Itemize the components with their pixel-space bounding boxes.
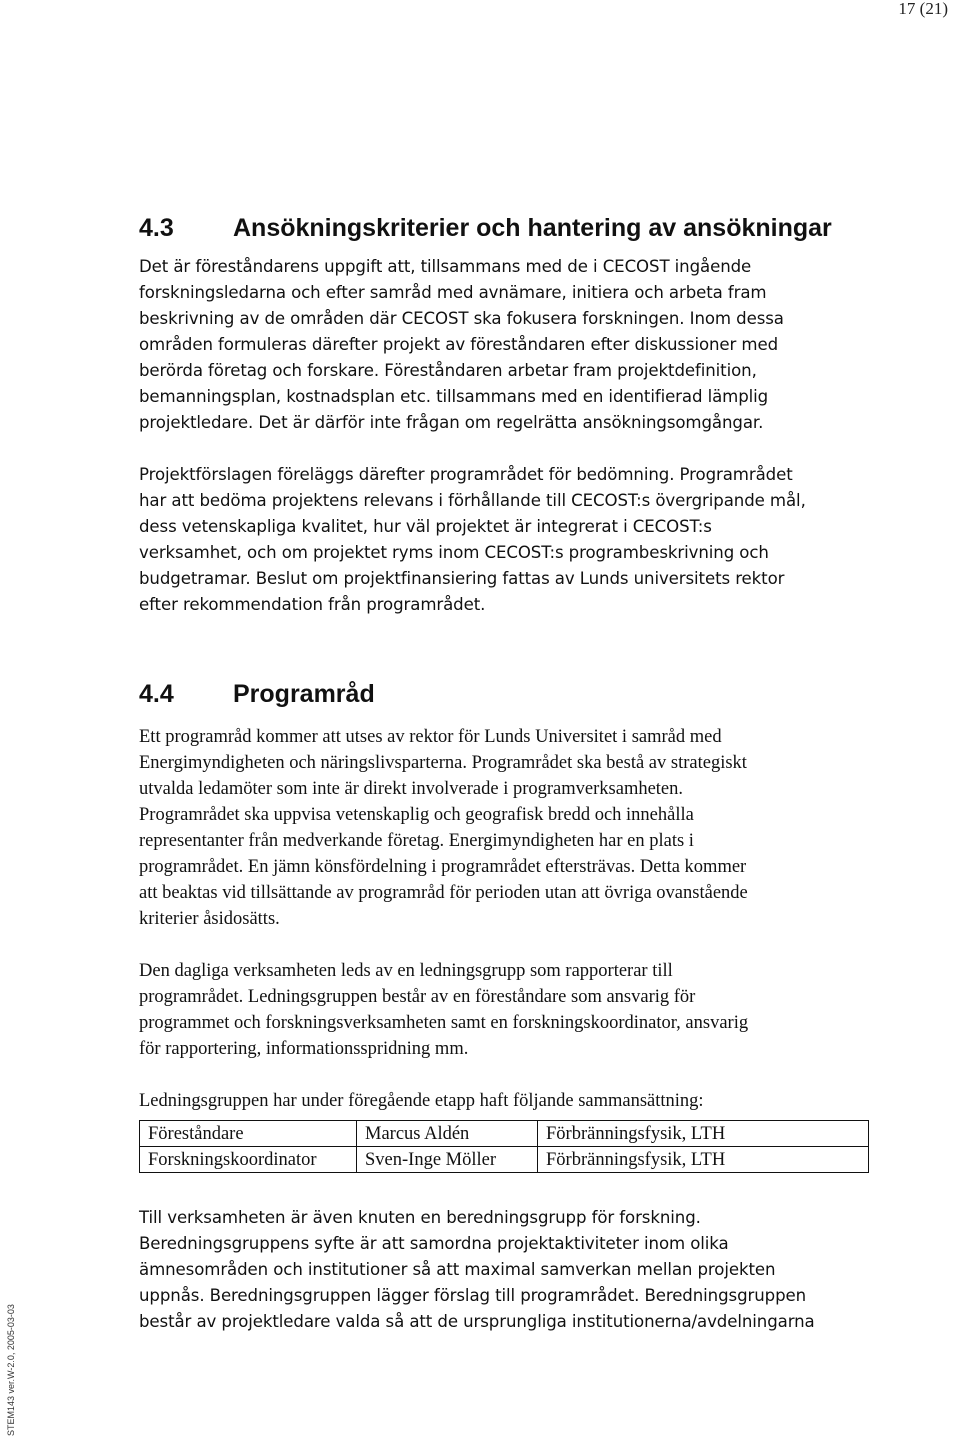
section-title: Programråd [233, 680, 375, 708]
paragraph: Ledningsgruppen har under föregående etapp haft följande sammansättning: [139, 1091, 704, 1111]
page-number: 17 (21) [898, 0, 948, 18]
form-version-stamp: STEM143 ver.W-2.0, 2005-03-03 [6, 1304, 16, 1436]
table-cell: Sven-Inge Möller [357, 1147, 538, 1173]
table-cell: Marcus Aldén [357, 1121, 538, 1147]
section-heading-4-4 [139, 676, 899, 712]
section-heading-4-3 [139, 210, 899, 246]
paragraph: Projektförslagen föreläggs därefter programrådet för bedömning. Programrådet har att bedöma projektens relevans i förhållande till CECOST:s övergripande mål, dess vetenskapliga kvalitet, hur väl projektet är integrerat i CECOST:s verksamhet, och om projektet ryms inom CECOST:s programbeskrivning och budgetramar. Beslut om projektfinansiering fattas av Lunds universitets rektor efter rekommendation från programrådet. [139, 465, 806, 614]
table-cell: Förbränningsfysik, LTH [538, 1147, 869, 1173]
table-row [140, 1147, 869, 1173]
section-number: 4.4 [139, 680, 174, 708]
table-cell: Forskningskoordinator [140, 1147, 357, 1173]
paragraph: Till verksamheten är även knuten en beredningsgrupp för forskning. Beredningsgruppens syfte är att samordna projektaktiviteter inom olika ämnesområden och institutioner så att maximal samverkan mellan projekten uppnås. Beredningsgruppen lägger förslag till programrådet. Beredningsgruppen består av projektledare valda så att de ursprungliga institutionerna/avdelningarna [139, 1208, 815, 1331]
table-cell: Föreståndare [140, 1121, 357, 1147]
paragraph: Den dagliga verksamheten leds av en ledningsgrupp som rapporterar till programrådet. Ledningsgruppen består av en föreståndare som ansvarig för programmet och forskningsverksamheten samt en forskningskoordinator, ansvarig för rapportering, informationsspridning mm. [139, 961, 749, 1059]
table-row [140, 1121, 869, 1147]
paragraph: Det är föreståndarens uppgift att, tillsammans med de i CECOST ingående forskningsledarna och efter samråd med avnämare, initiera och arbeta fram beskrivning av de områden där CECOST ska fokusera forskningen. Inom dessa områden formuleras därefter projekt av föreståndaren efter diskussioner med berörda företag och forskare. Föreståndaren arbetar fram projektdefinition, bemanningsplan, kostnadsplan etc. tillsammans med en identifierad lämplig projektledare. Det är därför inte frågan om regelrätta ansökningsomgångar. [139, 257, 784, 432]
section-number: 4.3 [139, 214, 174, 242]
document-body [139, 210, 899, 1335]
table-cell: Förbränningsfysik, LTH [538, 1121, 869, 1147]
management-table [139, 1120, 869, 1173]
section-title: Ansökningskriterier och hantering av ansökningar [233, 214, 832, 242]
paragraph: Ett programråd kommer att utses av rektor för Lunds Universitet i samråd med Energimyndigheten och näringslivsparterna. Programrådet ska bestå av strategiskt utvalda ledamöter som inte är direkt involverade i programverksamheten. Programrådet ska uppvisa vetenskaplig och geografisk bredd och innehålla representanter från medverkande företag. Energimyndigheten har en plats i programrådet. En jämn könsfördelning i programrådet eftersträvas. Detta kommer att beaktas vid tillsättande av programråd för perioden utan att övriga ovanstående kriterier åsidosätts. [139, 727, 748, 929]
